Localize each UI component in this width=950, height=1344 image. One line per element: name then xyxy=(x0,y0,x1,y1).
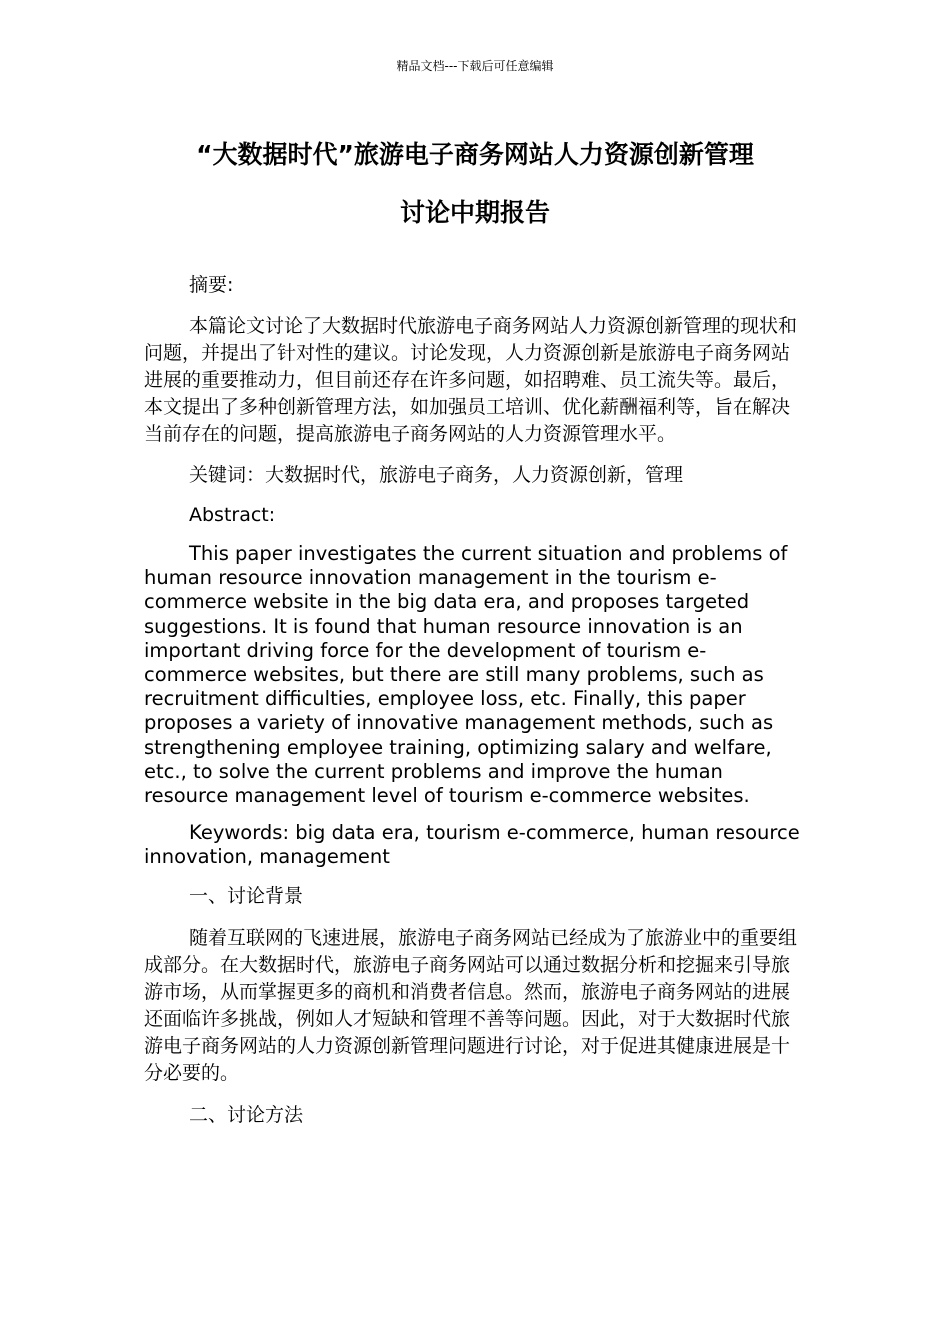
keywords-cn: 关键词：大数据时代，旅游电子商务，人力资源创新，管理 xyxy=(189,464,684,486)
section-heading-methods: 二、讨论方法 xyxy=(189,1103,304,1126)
background-paragraph: 随着互联网的飞速进展，旅游电子商务网站已经成为了旅游业中的重要组成部分。在大数据时代，旅游电子商务网站可以通过数据分析和挖掘来引导旅游市场，从而掌握更多的商机和消费者信息。然而，旅游电子商务网站的进展还面临许多挑战，例如人才短缺和管理不善等问题。因此，对于大数据时代旅游电子商务网站的人力资源创新管理问题进行讨论，对于促进其健康进展是十分必要的。 xyxy=(144,926,798,1084)
document-title-line-2: 讨论中期报告 xyxy=(399,198,550,227)
keywords-en: Keywords: big data era, tourism e-commerce, human resource innovation, management xyxy=(144,821,800,869)
section-heading-background: 一、讨论背景 xyxy=(189,884,304,907)
abstract-cn-label: 摘要: xyxy=(189,274,234,296)
abstract-cn-paragraph: 本篇论文讨论了大数据时代旅游电子商务网站人力资源创新管理的现状和问题，并提出了针对性的建议。讨论发现，人力资源创新是旅游电子商务网站进展的重要推动力，但目前还存在许多问题，如招聘难、员工流失等。最后，本文提出了多种创新管理方法，如加强员工培训、优化薪酬福利等，旨在解决当前存在的问题，提高旅游电子商务网站的人力资源管理水平。 xyxy=(144,315,798,445)
document-title-line-1: “大数据时代”旅游电子商务网站人力资源创新管理 xyxy=(196,140,754,169)
abstract-en-paragraph: This paper investigates the current situation and problems of human resource innovation management in the tourism e-commerce website in the big data era, and proposes targeted suggestions. It is found that human resource innovation is an important driving force for the development of tourism e-commerce websites, but there are still many problems, such as recruitment difficulties, employee loss, etc. Finally, this paper proposes a variety of innovative management methods, such as strengthening employee training, optimizing salary and welfare, etc., to solve the current problems and improve the human resource management level of tourism e-commerce websites. xyxy=(144,542,788,808)
abstract-en-label: Abstract: xyxy=(189,504,276,526)
header-note: 精品文档---下载后可任意编辑 xyxy=(396,59,554,73)
document-body xyxy=(144,272,806,1129)
